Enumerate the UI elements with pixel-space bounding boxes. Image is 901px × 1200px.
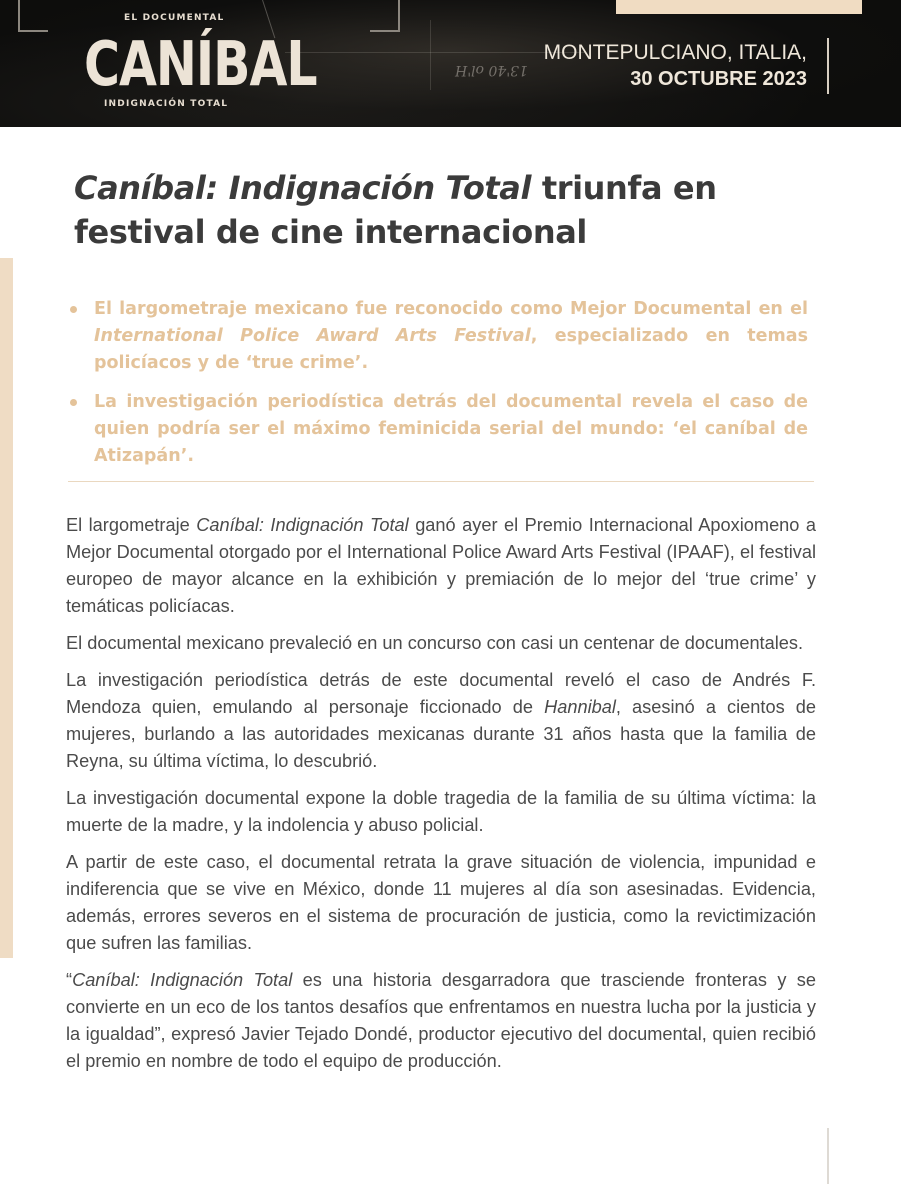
dateline-place: MONTEPULCIANO, ITALIA, xyxy=(543,41,807,64)
page-title xyxy=(74,166,834,254)
logo-title: CANÍBAL xyxy=(84,28,317,100)
bullet-text: , especializado en temas policíacos y de ‘true crime’. xyxy=(94,326,808,373)
top-accent-tab xyxy=(616,0,862,14)
paragraph: El largometraje Caníbal: Indignación Total ganó ayer el Premio Internacional Apoxiomeno a Mejor Documental otorgado por el International Police Award Arts Festival (IPAAF), el festival europeo de mayor alcance en la exhibición y premiación de lo mejor del ‘true crime’ y temáticas policíacas. xyxy=(66,515,816,616)
bullet-dot-icon xyxy=(70,399,77,406)
paragraph: La investigación periodística detrás de este documental reveló el caso de Andrés F. Mendoza quien, emulando al personaje ficcionado de Hannibal, asesinó a cientos de mujeres, burlando a las autoridades mexicanas durante 31 años hasta que la familia de Reyna, su última víctima, lo descubrió. xyxy=(66,670,816,771)
paragraph: “Caníbal: Indignación Total es una historia desgarradora que trasciende fronteras y se convierte en un eco de los tantos desafíos que enfrentamos en nuestra lucha por la justicia y la igualdad”, expresó Javier Tejado Dondé, productor ejecutivo del documental, quien recibió el premio en nombre de todo el equipo de producción. xyxy=(66,970,816,1071)
paragraph: El documental mexicano prevaleció en un concurso con casi un centenar de documentales. xyxy=(66,633,804,653)
header-banner xyxy=(0,0,901,127)
corner-frame-mark xyxy=(18,0,48,32)
bullet-italic: International Police Award Arts Festival xyxy=(94,326,531,346)
list-item xyxy=(68,296,808,377)
list-item xyxy=(68,389,808,470)
section-divider xyxy=(68,481,814,482)
paragraph: La investigación documental expone la doble tragedia de la familia de su última víctima: la muerte de la madre, y la indolencia y abuso policial. xyxy=(66,788,816,835)
handwriting: 13'40 ol'H xyxy=(455,62,528,78)
dateline-date: 30 OCTUBRE 2023 xyxy=(630,68,807,90)
article-body xyxy=(66,512,816,1085)
film-scratch xyxy=(285,52,585,53)
left-accent-bar xyxy=(0,258,13,958)
bullet-text: La investigación periodística detrás del documental revela el caso de quien podría ser el máximo feminicida serial del mundo: ‘el caníbal de Atizapán’. xyxy=(94,392,808,466)
highlights-list xyxy=(68,296,808,482)
logo-top-text: EL DOCUMENTAL xyxy=(124,13,225,23)
title-italic: Caníbal: Indignación Total xyxy=(74,169,532,207)
title-rest: triunfa en festival de cine internacional xyxy=(74,169,717,251)
corner-frame-mark xyxy=(370,0,400,32)
paragraph: A partir de este caso, el documental retrata la grave situación de violencia, impunidad e indiferencia que se vive en México, donde 11 mujeres al día son asesinadas. Evidencia, además, errores severos en el sistema de procuración de justicia, como la revictimización que sufren las familias. xyxy=(66,852,816,953)
logo-subtitle: INDIGNACIÓN TOTAL xyxy=(104,99,229,109)
bullet-text: El largometraje mexicano fue reconocido como Mejor Documental en el xyxy=(94,299,808,319)
footer-divider xyxy=(827,1128,829,1184)
header-divider xyxy=(827,38,829,94)
film-scratch xyxy=(430,20,431,90)
bullet-dot-icon xyxy=(70,306,77,313)
